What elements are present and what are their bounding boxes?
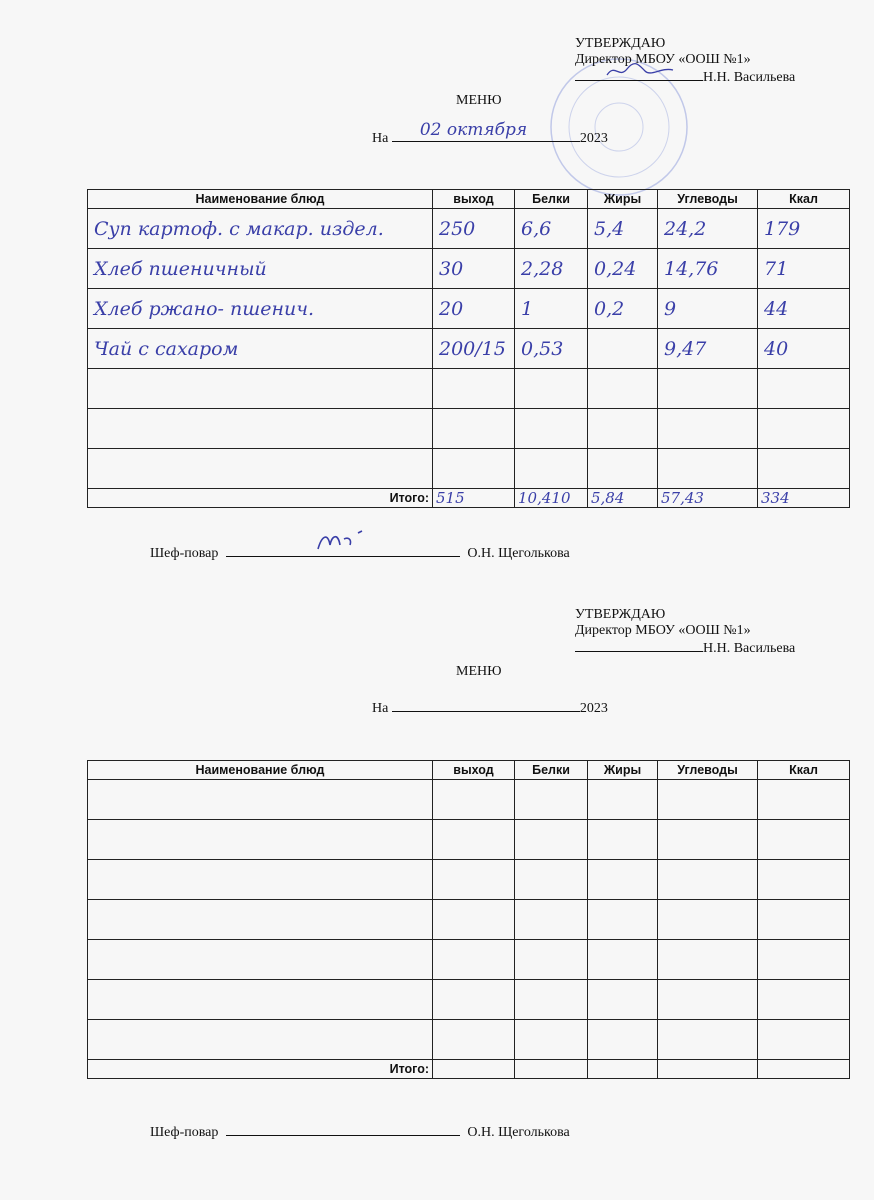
chef-signature-line bbox=[150, 541, 570, 562]
table-row-empty bbox=[88, 860, 850, 900]
dish-name: Хлеб ржано- пшенич. bbox=[88, 289, 433, 329]
dish-fat: 0,24 bbox=[588, 249, 658, 289]
dish-fat: 5,4 bbox=[588, 209, 658, 249]
dish-protein: 0,53 bbox=[515, 329, 588, 369]
date-year: 2023 bbox=[579, 701, 608, 716]
total-output bbox=[433, 1060, 515, 1079]
total-protein: 10,410 bbox=[515, 489, 588, 508]
menu-table-1 bbox=[87, 189, 850, 508]
header-output: выход bbox=[433, 190, 515, 209]
date-prefix: На bbox=[372, 701, 389, 716]
header-fat: Жиры bbox=[588, 761, 658, 780]
dish-carbs: 14,76 bbox=[658, 249, 758, 289]
approve-word: УТВЕРЖДАЮ bbox=[575, 607, 666, 622]
dish-protein: 1 bbox=[515, 289, 588, 329]
table-row-empty bbox=[88, 449, 850, 489]
director-signature-icon bbox=[605, 61, 675, 81]
menu-title: МЕНЮ bbox=[456, 664, 502, 679]
dish-protein: 2,28 bbox=[515, 249, 588, 289]
table-row-empty bbox=[88, 980, 850, 1020]
table-row bbox=[88, 209, 850, 249]
table-total-row bbox=[88, 489, 850, 508]
table-row-empty bbox=[88, 780, 850, 820]
header-kcal: Ккал bbox=[758, 761, 850, 780]
menu-date-line bbox=[372, 120, 608, 147]
chef-signature-line bbox=[150, 1120, 570, 1141]
table-row bbox=[88, 289, 850, 329]
header-dish: Наименование блюд bbox=[88, 761, 433, 780]
dish-fat bbox=[588, 329, 658, 369]
director-signature-line bbox=[575, 67, 795, 87]
header-protein: Белки bbox=[515, 761, 588, 780]
dish-kcal: 71 bbox=[758, 249, 850, 289]
director-name: Н.Н. Васильева bbox=[703, 641, 796, 656]
table-row-empty bbox=[88, 820, 850, 860]
director-title: Директор МБОУ «ООШ №1» bbox=[575, 52, 751, 67]
table-row-empty bbox=[88, 369, 850, 409]
dish-kcal: 40 bbox=[758, 329, 850, 369]
director-signature-line bbox=[575, 638, 795, 658]
total-label: Итого: bbox=[88, 489, 433, 508]
table-row bbox=[88, 329, 850, 369]
dish-output: 20 bbox=[433, 289, 515, 329]
total-kcal bbox=[758, 1060, 850, 1079]
dish-name: Чай с сахаром bbox=[88, 329, 433, 369]
total-label: Итого: bbox=[88, 1060, 433, 1079]
chef-signature-icon bbox=[314, 529, 374, 553]
director-title: Директор МБОУ «ООШ №1» bbox=[575, 623, 751, 638]
table-header-row bbox=[88, 761, 850, 780]
table-row-empty bbox=[88, 1020, 850, 1060]
table-row-empty bbox=[88, 940, 850, 980]
header-fat: Жиры bbox=[588, 190, 658, 209]
menu-date-handwritten: 02 октября bbox=[419, 120, 528, 140]
date-prefix: На bbox=[372, 131, 389, 146]
header-kcal: Ккал bbox=[758, 190, 850, 209]
dish-fat: 0,2 bbox=[588, 289, 658, 329]
table-header-row bbox=[88, 190, 850, 209]
dish-carbs: 9 bbox=[658, 289, 758, 329]
dish-output: 200/15 bbox=[433, 329, 515, 369]
chef-name: О.Н. Щеголькова bbox=[467, 1125, 570, 1140]
total-fat: 5,84 bbox=[588, 489, 658, 508]
header-output: выход bbox=[433, 761, 515, 780]
table-total-row bbox=[88, 1060, 850, 1079]
dish-name: Суп картоф. с макар. издел. bbox=[88, 209, 433, 249]
dish-protein: 6,6 bbox=[515, 209, 588, 249]
date-year: 2023 bbox=[579, 131, 608, 146]
director-name: Н.Н. Васильева bbox=[703, 70, 796, 85]
dish-carbs: 9,47 bbox=[658, 329, 758, 369]
total-carbs: 57,43 bbox=[658, 489, 758, 508]
approve-word: УТВЕРЖДАЮ bbox=[575, 36, 666, 51]
dish-name: Хлеб пшеничный bbox=[88, 249, 433, 289]
table-row-empty bbox=[88, 900, 850, 940]
header-carbs: Углеводы bbox=[658, 761, 758, 780]
chef-label: Шеф-повар bbox=[150, 546, 219, 561]
total-kcal: 334 bbox=[758, 489, 850, 508]
dish-kcal: 179 bbox=[758, 209, 850, 249]
menu-table-2 bbox=[87, 760, 850, 1079]
total-protein bbox=[515, 1060, 588, 1079]
menu-title: МЕНЮ bbox=[456, 93, 502, 108]
dish-carbs: 24,2 bbox=[658, 209, 758, 249]
menu-sheet-2 bbox=[0, 600, 874, 1200]
dish-kcal: 44 bbox=[758, 289, 850, 329]
header-dish: Наименование блюд bbox=[88, 190, 433, 209]
dish-output: 250 bbox=[433, 209, 515, 249]
total-output: 515 bbox=[433, 489, 515, 508]
total-fat bbox=[588, 1060, 658, 1079]
chef-label: Шеф-повар bbox=[150, 1125, 219, 1140]
total-carbs bbox=[658, 1060, 758, 1079]
dish-output: 30 bbox=[433, 249, 515, 289]
header-carbs: Углеводы bbox=[658, 190, 758, 209]
table-row-empty bbox=[88, 409, 850, 449]
table-row bbox=[88, 249, 850, 289]
header-protein: Белки bbox=[515, 190, 588, 209]
chef-name: О.Н. Щеголькова bbox=[467, 546, 570, 561]
menu-date-line bbox=[372, 696, 608, 717]
